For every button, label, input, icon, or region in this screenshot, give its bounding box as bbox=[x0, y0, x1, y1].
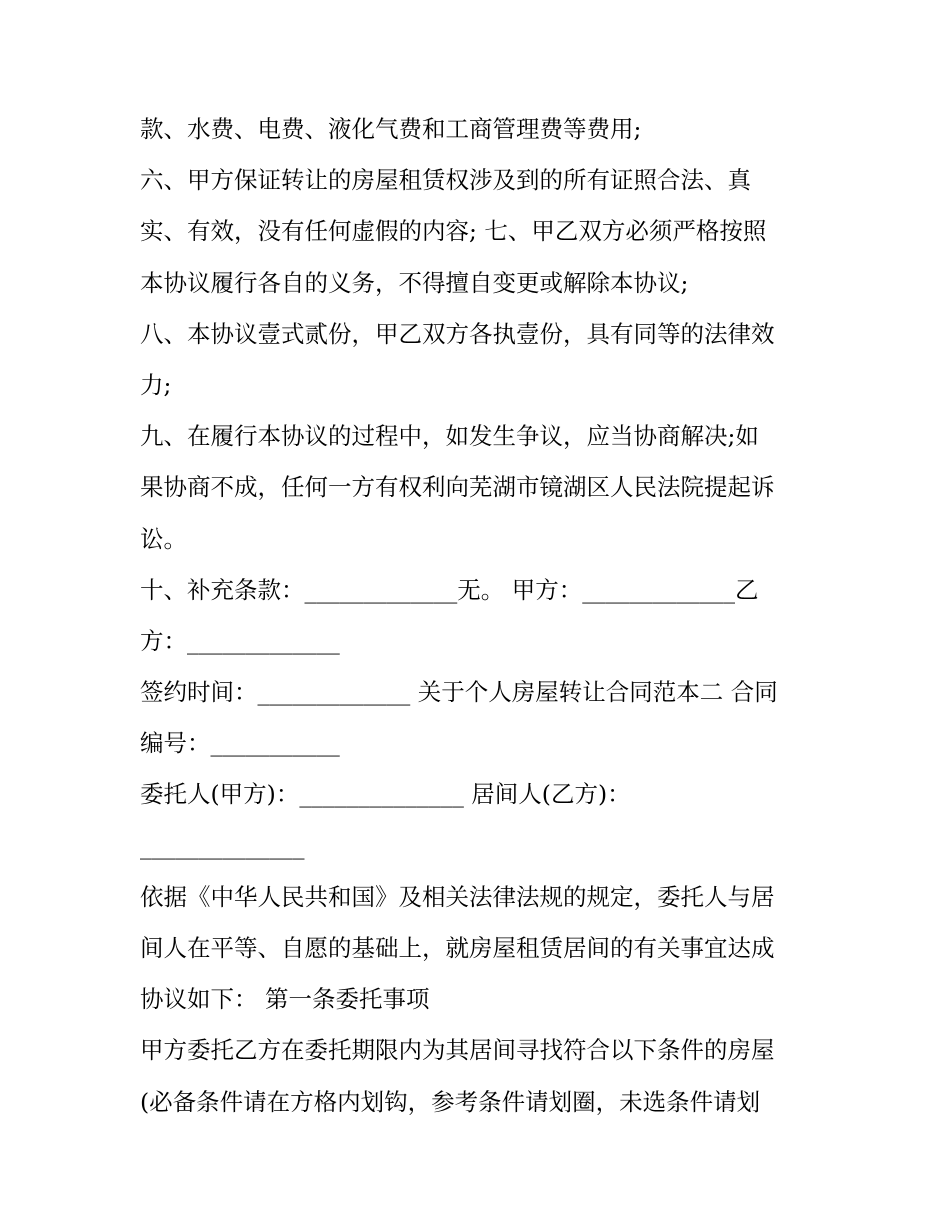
text-line: 实、有效，没有任何虚假的内容; 七、甲乙双方必须严格按照 bbox=[140, 217, 767, 246]
text-line: 编号：___________ bbox=[140, 729, 340, 758]
text-line: 六、甲方保证转让的房屋租赁权涉及到的所有证照合法、真 bbox=[140, 166, 751, 195]
document-body bbox=[140, 104, 820, 1128]
text-line: 讼。 bbox=[140, 524, 187, 553]
text-line: 协议如下： 第一条委托事项 bbox=[140, 985, 430, 1014]
text-line: 本协议履行各自的义务，不得擅自变更或解除本协议; bbox=[140, 268, 689, 297]
text-line: 果协商不成，任何一方有权利向芜湖市镜湖区人民法院提起诉 bbox=[140, 473, 775, 502]
text-line: ______________ bbox=[140, 831, 305, 860]
text-line: 委托人(甲方)：______________ 居间人(乙方)： bbox=[140, 780, 631, 809]
text-line: 九、在履行本协议的过程中，如发生争议，应当协商解决;如 bbox=[140, 422, 759, 451]
text-line: 力; bbox=[140, 370, 172, 399]
text-line: (必备条件请在方格内划钩，参考条件请划圈，未选条件请划 bbox=[140, 1087, 761, 1116]
text-line: 款、水费、电费、液化气费和工商管理费等费用; bbox=[140, 115, 642, 143]
text-line: 方：_____________ bbox=[140, 626, 340, 655]
text-line: 十、补充条款：_____________无。 甲方：_____________乙 bbox=[140, 575, 759, 604]
text-line: 甲方委托乙方在委托期限内为其居间寻找符合以下条件的房屋 bbox=[140, 1036, 775, 1065]
text-line: 八、本协议壹式贰份，甲乙双方各执壹份，具有同等的法律效 bbox=[140, 319, 775, 348]
text-line: 签约时间：_____________ 关于个人房屋转让合同范本二 合同 bbox=[140, 678, 778, 707]
text-line: 依据《中华人民共和国》及相关法律法规的规定，委托人与居 bbox=[140, 882, 775, 911]
text-line: 间人在平等、自愿的基础上，就房屋租赁居间的有关事宜达成 bbox=[140, 934, 775, 962]
